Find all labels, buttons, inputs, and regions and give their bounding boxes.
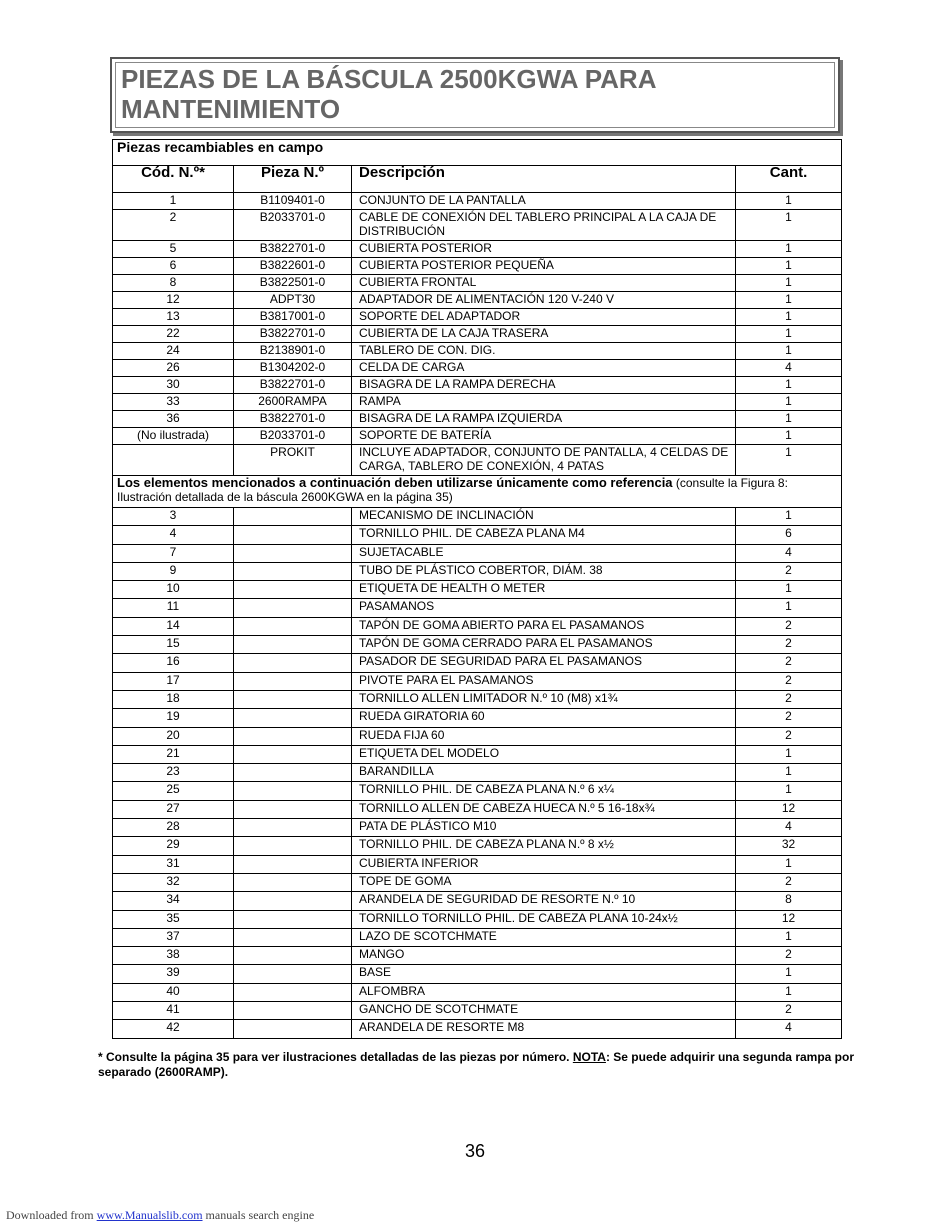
- qty-cell: 1: [736, 983, 842, 1001]
- download-prefix: Downloaded from: [6, 1208, 97, 1222]
- desc-cell: PASAMANOS: [352, 599, 736, 617]
- table-row: [113, 411, 842, 428]
- part-cell: [234, 599, 352, 617]
- table-row: [113, 428, 842, 445]
- part-cell: [234, 526, 352, 544]
- table-row: [113, 983, 842, 1001]
- code-cell: 30: [113, 377, 234, 394]
- desc-cell: ETIQUETA DEL MODELO: [352, 745, 736, 763]
- desc-cell: RUEDA GIRATORIA 60: [352, 709, 736, 727]
- qty-cell: 2: [736, 672, 842, 690]
- table-row: [113, 526, 842, 544]
- table-row: [113, 445, 842, 476]
- code-cell: 42: [113, 1020, 234, 1038]
- table-row: [113, 617, 842, 635]
- code-cell: 36: [113, 411, 234, 428]
- desc-cell: ADAPTADOR DE ALIMENTACIÓN 120 V-240 V: [352, 292, 736, 309]
- table-row: [113, 599, 842, 617]
- code-cell: 10: [113, 581, 234, 599]
- desc-cell: TAPÓN DE GOMA ABIERTO PARA EL PASAMANOS: [352, 617, 736, 635]
- desc-cell: CABLE DE CONEXIÓN DEL TABLERO PRINCIPAL A LA CAJA DE DISTRIBUCIÓN: [352, 210, 736, 241]
- qty-cell: 1: [736, 193, 842, 210]
- code-cell: 11: [113, 599, 234, 617]
- code-cell: 33: [113, 394, 234, 411]
- table-row: [113, 275, 842, 292]
- desc-cell: TORNILLO PHIL. DE CABEZA PLANA N.º 8 x½: [352, 837, 736, 855]
- footnote-nota: NOTA: [572, 1050, 606, 1064]
- qty-cell: 1: [736, 377, 842, 394]
- desc-cell: PIVOTE PARA EL PASAMANOS: [352, 672, 736, 690]
- code-cell: 40: [113, 983, 234, 1001]
- part-cell: [234, 873, 352, 891]
- qty-cell: 1: [736, 965, 842, 983]
- part-cell: [234, 581, 352, 599]
- part-cell: [234, 928, 352, 946]
- desc-cell: SOPORTE DE BATERÍA: [352, 428, 736, 445]
- part-cell: [234, 1020, 352, 1038]
- code-cell: 17: [113, 672, 234, 690]
- table-row: [113, 562, 842, 580]
- header-row: [113, 166, 842, 193]
- qty-cell: 2: [736, 709, 842, 727]
- table-row: [113, 764, 842, 782]
- qty-cell: 1: [736, 428, 842, 445]
- desc-cell: LAZO DE SCOTCHMATE: [352, 928, 736, 946]
- code-cell: 31: [113, 855, 234, 873]
- part-cell: [234, 508, 352, 526]
- code-cell: 23: [113, 764, 234, 782]
- code-cell: 16: [113, 654, 234, 672]
- desc-cell: TOPE DE GOMA: [352, 873, 736, 891]
- table-row: [113, 581, 842, 599]
- qty-cell: 2: [736, 562, 842, 580]
- table-row: [113, 544, 842, 562]
- desc-cell: SUJETACABLE: [352, 544, 736, 562]
- desc-cell: TUBO DE PLÁSTICO COBERTOR, DIÁM. 38: [352, 562, 736, 580]
- table-row: [113, 800, 842, 818]
- table-row: [113, 745, 842, 763]
- table-row: [113, 672, 842, 690]
- part-cell: B3822701-0: [234, 411, 352, 428]
- header-qty: Cant.: [736, 166, 842, 193]
- desc-cell: CUBIERTA POSTERIOR PEQUEÑA: [352, 258, 736, 275]
- part-cell: B3822701-0: [234, 377, 352, 394]
- code-cell: 38: [113, 947, 234, 965]
- part-cell: B3822601-0: [234, 258, 352, 275]
- desc-cell: ALFOMBRA: [352, 983, 736, 1001]
- desc-cell: BARANDILLA: [352, 764, 736, 782]
- code-cell: 3: [113, 508, 234, 526]
- header-part: Pieza N.º: [234, 166, 352, 193]
- qty-cell: 8: [736, 892, 842, 910]
- table-row: [113, 210, 842, 241]
- code-cell: 19: [113, 709, 234, 727]
- qty-cell: 1: [736, 258, 842, 275]
- part-cell: [234, 654, 352, 672]
- table-row: [113, 873, 842, 891]
- table-row: [113, 965, 842, 983]
- code-cell: 7: [113, 544, 234, 562]
- table-row: [113, 892, 842, 910]
- desc-cell: TORNILLO PHIL. DE CABEZA PLANA M4: [352, 526, 736, 544]
- desc-cell: INCLUYE ADAPTADOR, CONJUNTO DE PANTALLA, 4 CELDAS DE CARGA, TABLERO DE CONEXIÓN, 4 PATAS: [352, 445, 736, 476]
- desc-cell: SOPORTE DEL ADAPTADOR: [352, 309, 736, 326]
- part-cell: [234, 745, 352, 763]
- desc-cell: ARANDELA DE SEGURIDAD DE RESORTE N.º 10: [352, 892, 736, 910]
- qty-cell: 1: [736, 928, 842, 946]
- qty-cell: 4: [736, 544, 842, 562]
- code-cell: 4: [113, 526, 234, 544]
- qty-cell: 1: [736, 309, 842, 326]
- desc-cell: BISAGRA DE LA RAMPA IZQUIERDA: [352, 411, 736, 428]
- part-cell: 2600RAMPA: [234, 394, 352, 411]
- desc-cell: ARANDELA DE RESORTE M8: [352, 1020, 736, 1038]
- desc-cell: CELDA DE CARGA: [352, 360, 736, 377]
- code-cell: 41: [113, 1002, 234, 1020]
- section-title-row: [113, 140, 842, 166]
- desc-cell: GANCHO DE SCOTCHMATE: [352, 1002, 736, 1020]
- table-row: [113, 258, 842, 275]
- table-row: [113, 855, 842, 873]
- qty-cell: 1: [736, 782, 842, 800]
- code-cell: 18: [113, 690, 234, 708]
- desc-cell: CUBIERTA POSTERIOR: [352, 241, 736, 258]
- table-row: [113, 837, 842, 855]
- qty-cell: 2: [736, 1002, 842, 1020]
- part-cell: B1304202-0: [234, 360, 352, 377]
- part-cell: B2138901-0: [234, 343, 352, 360]
- desc-cell: CONJUNTO DE LA PANTALLA: [352, 193, 736, 210]
- code-cell: 26: [113, 360, 234, 377]
- part-cell: [234, 672, 352, 690]
- code-cell: 32: [113, 873, 234, 891]
- table-row: [113, 727, 842, 745]
- qty-cell: 2: [736, 636, 842, 654]
- table-row: [113, 360, 842, 377]
- download-suffix: manuals search engine: [202, 1208, 315, 1222]
- qty-cell: 2: [736, 947, 842, 965]
- qty-cell: 1: [736, 343, 842, 360]
- desc-cell: CUBIERTA DE LA CAJA TRASERA: [352, 326, 736, 343]
- part-cell: [234, 1002, 352, 1020]
- part-cell: [234, 947, 352, 965]
- qty-cell: 1: [736, 292, 842, 309]
- manualslib-link[interactable]: www.Manualslib.com: [96, 1208, 203, 1222]
- qty-cell: 2: [736, 690, 842, 708]
- reference-note-row: [113, 476, 842, 508]
- parts-table: [112, 139, 842, 1039]
- qty-cell: 4: [736, 819, 842, 837]
- code-cell: 13: [113, 309, 234, 326]
- desc-cell: BASE: [352, 965, 736, 983]
- code-cell: 2: [113, 210, 234, 241]
- table-row: [113, 309, 842, 326]
- qty-cell: 12: [736, 910, 842, 928]
- table-row: [113, 928, 842, 946]
- desc-cell: BISAGRA DE LA RAMPA DERECHA: [352, 377, 736, 394]
- code-cell: 12: [113, 292, 234, 309]
- qty-cell: 6: [736, 526, 842, 544]
- code-cell: 20: [113, 727, 234, 745]
- table-row: [113, 508, 842, 526]
- table-row: [113, 394, 842, 411]
- code-cell: 15: [113, 636, 234, 654]
- desc-cell: TORNILLO TORNILLO PHIL. DE CABEZA PLANA 10-24x½: [352, 910, 736, 928]
- table-row: [113, 193, 842, 210]
- qty-cell: 1: [736, 241, 842, 258]
- qty-cell: 1: [736, 855, 842, 873]
- code-cell: [113, 445, 234, 476]
- part-cell: [234, 690, 352, 708]
- code-cell: 25: [113, 782, 234, 800]
- qty-cell: 1: [736, 581, 842, 599]
- qty-cell: 1: [736, 599, 842, 617]
- part-cell: PROKIT: [234, 445, 352, 476]
- part-cell: [234, 764, 352, 782]
- qty-cell: 1: [736, 275, 842, 292]
- qty-cell: 1: [736, 394, 842, 411]
- code-cell: 9: [113, 562, 234, 580]
- table-row: [113, 636, 842, 654]
- table-row: [113, 819, 842, 837]
- code-cell: 28: [113, 819, 234, 837]
- desc-cell: RUEDA FIJA 60: [352, 727, 736, 745]
- table-row: [113, 1020, 842, 1038]
- code-cell: 6: [113, 258, 234, 275]
- code-cell: 24: [113, 343, 234, 360]
- qty-cell: 2: [736, 727, 842, 745]
- header-desc: Descripción: [352, 166, 736, 193]
- table-row: [113, 947, 842, 965]
- table-row: [113, 377, 842, 394]
- qty-cell: 2: [736, 654, 842, 672]
- desc-cell: PATA DE PLÁSTICO M10: [352, 819, 736, 837]
- qty-cell: 1: [736, 508, 842, 526]
- table-row: [113, 709, 842, 727]
- part-cell: B3822701-0: [234, 241, 352, 258]
- part-cell: [234, 617, 352, 635]
- page-title: PIEZAS DE LA BÁSCULA 2500KGWA PARA MANTENIMIENTO: [121, 64, 657, 124]
- footnote: [98, 1050, 898, 1080]
- qty-cell: 12: [736, 800, 842, 818]
- code-cell: 37: [113, 928, 234, 946]
- code-cell: 1: [113, 193, 234, 210]
- part-cell: [234, 800, 352, 818]
- page-number: 36: [464, 1141, 486, 1161]
- table-row: [113, 654, 842, 672]
- qty-cell: 2: [736, 873, 842, 891]
- table-row: [113, 910, 842, 928]
- qty-cell: 32: [736, 837, 842, 855]
- part-cell: [234, 892, 352, 910]
- code-cell: 5: [113, 241, 234, 258]
- qty-cell: 1: [736, 745, 842, 763]
- qty-cell: 1: [736, 764, 842, 782]
- part-cell: [234, 544, 352, 562]
- desc-cell: CUBIERTA FRONTAL: [352, 275, 736, 292]
- desc-cell: TORNILLO PHIL. DE CABEZA PLANA N.º 6 x¼: [352, 782, 736, 800]
- table-row: [113, 690, 842, 708]
- reference-note-bold: Los elementos mencionados a continuación deben utilizarse únicamente como referencia: [117, 475, 673, 490]
- footnote-text-2: : Se puede adquirir una segunda rampa por separado (2600RAMP).: [98, 1050, 854, 1079]
- qty-cell: 2: [736, 617, 842, 635]
- code-cell: 29: [113, 837, 234, 855]
- part-cell: [234, 819, 352, 837]
- code-cell: 8: [113, 275, 234, 292]
- part-cell: B1109401-0: [234, 193, 352, 210]
- table-row: [113, 343, 842, 360]
- header-code: Cód. N.º*: [113, 166, 234, 193]
- desc-cell: TAPÓN DE GOMA CERRADO PARA EL PASAMANOS: [352, 636, 736, 654]
- part-cell: B3822501-0: [234, 275, 352, 292]
- footnote-text: * Consulte la página 35 para ver ilustraciones detalladas de las piezas por número.: [98, 1050, 573, 1064]
- part-cell: [234, 910, 352, 928]
- table-row: [113, 292, 842, 309]
- part-cell: B3817001-0: [234, 309, 352, 326]
- download-notice: [6, 1208, 314, 1223]
- part-cell: [234, 727, 352, 745]
- table-row: [113, 782, 842, 800]
- part-cell: B2033701-0: [234, 210, 352, 241]
- qty-cell: 1: [736, 445, 842, 476]
- desc-cell: TORNILLO ALLEN DE CABEZA HUECA N.º 5 16-18x¾: [352, 800, 736, 818]
- reference-note-text: (consulte la Figura 8: Ilustración detallada de la báscula 2600KGWA en la página 35): [117, 476, 788, 504]
- qty-cell: 4: [736, 360, 842, 377]
- desc-cell: ETIQUETA DE HEALTH O METER: [352, 581, 736, 599]
- qty-cell: 1: [736, 411, 842, 428]
- part-cell: [234, 837, 352, 855]
- desc-cell: RAMPA: [352, 394, 736, 411]
- part-cell: B2033701-0: [234, 428, 352, 445]
- part-cell: [234, 983, 352, 1001]
- code-cell: 35: [113, 910, 234, 928]
- table-row: [113, 241, 842, 258]
- section-title: Piezas recambiables en campo: [113, 140, 842, 166]
- code-cell: 39: [113, 965, 234, 983]
- part-cell: ADPT30: [234, 292, 352, 309]
- qty-cell: 1: [736, 326, 842, 343]
- table-row: [113, 326, 842, 343]
- part-cell: [234, 562, 352, 580]
- desc-cell: MECANISMO DE INCLINACIÓN: [352, 508, 736, 526]
- code-cell: 34: [113, 892, 234, 910]
- code-cell: 21: [113, 745, 234, 763]
- table-row: [113, 1002, 842, 1020]
- desc-cell: CUBIERTA INFERIOR: [352, 855, 736, 873]
- code-cell: (No ilustrada): [113, 428, 234, 445]
- code-cell: 27: [113, 800, 234, 818]
- code-cell: 22: [113, 326, 234, 343]
- part-cell: [234, 782, 352, 800]
- part-cell: [234, 709, 352, 727]
- desc-cell: PASADOR DE SEGURIDAD PARA EL PASAMANOS: [352, 654, 736, 672]
- code-cell: 14: [113, 617, 234, 635]
- qty-cell: 1: [736, 210, 842, 241]
- reference-note: [113, 476, 842, 508]
- part-cell: [234, 636, 352, 654]
- part-cell: B3822701-0: [234, 326, 352, 343]
- qty-cell: 4: [736, 1020, 842, 1038]
- desc-cell: MANGO: [352, 947, 736, 965]
- part-cell: [234, 965, 352, 983]
- part-cell: [234, 855, 352, 873]
- title-box: [110, 57, 840, 133]
- desc-cell: TORNILLO ALLEN LIMITADOR N.º 10 (M8) x1¾: [352, 690, 736, 708]
- desc-cell: TABLERO DE CON. DIG.: [352, 343, 736, 360]
